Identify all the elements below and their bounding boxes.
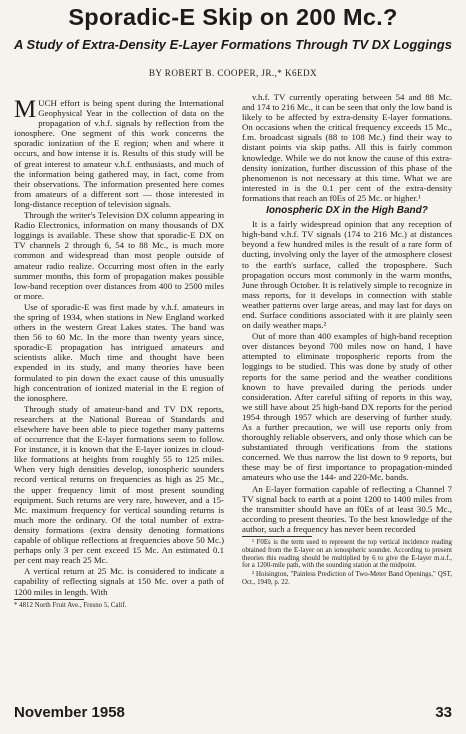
article-title: Sporadic-E Skip on 200 Mc.? <box>68 4 398 30</box>
paragraph: v.h.f. TV currently operating between 54 and 88 Mc. and 174 to 216 Mc., it can be seen that only the low band is likely to be affected by extra-density E-layer formations. On occasions when the critical frequency exceeds 15 Mc., f.m. broadcast signals (88 to 108 Mc.) find their way to distant points via skip paths. All this is fairly common knowledge. While we do not know the cause of this extra-density ionization, further discussion of this phase of the phenomenon is not necessary at this time. What we are interested in is the 0.1 per cent of the extra-density formations that reach an f0Es of 25 Mc. or higher.¹ <box>242 92 452 203</box>
paragraph: It is a fairly widespread opinion that any reception of high-band v.h.f. TV signals (174 to 216 Mc.) at distances beyond a few hundred miles is the result of a rare form of ducting, involving only the layer of the atmosphere closest to the earth's surface, called the troposphere. Such propagation occurs most commonly in the warm months, June through October. It is relatively simple to recognize in mass reports, for it develops in connection with stable weather patterns over large areas, and may last for days on end. Surface conditions associated with it are plainly seen on daily weather maps.² <box>242 219 452 331</box>
paragraph: MUCH effort is being spent during the International Geophysical Year in the collection of data on the propagation of v.h.f. signals by reflection from the ionosphere. One segment of this work concerns the sporadic ionization of the E region; when and where it occurs, and how intense it is. Results of this study will be of great interest to amateur v.h.f. enthusiasts, and much of the information being gathered may, in fact, come from their observations. The information presented here comes from amateurs of a different sort — those interested in long-distance reception of television signals. <box>14 96 224 209</box>
paragraph: An E-layer formation capable of reflecting a Channel 7 TV signal back to earth at a point 1200 to 1400 miles from the transmitter should have an f0Es of at least 30.5 Mc., according to present theories. To the best knowledge of the author, such a frequency has never been recorded <box>242 483 452 534</box>
footnote-rule <box>242 536 312 537</box>
section-heading: Ionospheric DX in the High Band? <box>266 205 428 217</box>
drop-cap: M <box>14 96 37 123</box>
footnote-rule <box>14 599 84 600</box>
left-column <box>14 98 224 609</box>
footnote: ² Hoisington, "Painless Prediction of Two-Meter Band Openings," QST, Oct., 1949, p. 22. <box>242 571 452 587</box>
paragraph: A vertical return at 25 Mc. is considered to indicate a capability of reflecting signals at 150 Mc. over a path of 1200 miles in length. With <box>14 566 224 597</box>
right-column <box>242 92 452 588</box>
paragraph: Through study of amateur-band and TV DX reports, researchers at the National Bureau of Standards and elsewhere have been able to piece together many patterns of occurrence that the E-layer formations seem to follow. For instance, it is known that the E-layer ionizes in cloud-like formations at heights from roughly 55 to 125 miles. When very high densities develop, ionospheric sounders record vertical returns on frequencies as high as 25 Mc., the upper frequency limit of most present sounding equipment. Such returns are very rare, however, and a 15-Mc. maximum frequency for vertical sounding returns is much more the ordinary. Of the total number of extra-density formations (extra density denoting formations capable of oblique reflections at frequencies above 50 Mc.) perhaps only 3 per cent exceed 15 Mc. An estimated 0.1 per cent may reach 25 Mc. <box>14 403 224 566</box>
author-byline: BY ROBERT B. COOPER, JR.,* K6EDX <box>148 68 318 78</box>
article-subtitle: A Study of Extra-Density E-Layer Formations Through TV DX Loggings <box>14 37 452 52</box>
paragraph: Through the writer's Television DX column appearing in Radio Electronics, information on many thousands of DX loggings is available. These show that sporadic-E DX on TV channels 2 through 6, 54 to 88 Mc., is much more common and widespread than most people outside of amateur radio realize. Occurring most often in the early summer months, this form of propagation makes possible low-band reception over distances from 400 to 2500 miles or more. <box>14 210 224 301</box>
page-number: 33 <box>435 704 452 721</box>
issue-date: November 1958 <box>14 704 125 721</box>
footnote: ¹ F0Es is the term used to represent the top vertical incidence reading obtained from the E-layer on an ionospheric sounder. According to present theories this reading should be multiplied by 6 to give the E-layer m.u.f., for a 1200-mile path, with the sounding station at the midpoint. <box>242 539 452 570</box>
paragraph: Use of sporadic-E was first made by v.h.f. amateurs in the spring of 1934, when stations in New England worked others in the western Great Lakes states. The band was then 56 to 60 Mc. In the more than twenty years since, sporadic-E propagation has intrigued amateurs and scientists alike. Much time and thought have been expended in its study, and many theories have been formulated to pin down the exact cause of this unusually high concentration of ionized material in the E region of the ionosphere. <box>14 301 224 403</box>
paragraph: Out of more than 400 examples of high-band reception over distances beyond 700 miles now on hand, I have attempted to eliminate tropospheric reports from the loggings to be studied. This was done by study of other reports for the same period and the weather conditions known to have prevailed during the periods under consideration. After careful sifting of reports in this way, we still have about 25 high-band DX reports for the period 1954 through 1957 which are deserving of further study. As a further precaution, we will use reports only from thoroughly reliable observers, and only those which can be substantiated through verifications from the stations concerned. We thus narrow the list down to 9 reports, but these may be of first importance to propagation-minded amateurs who use the 144- and 220-Mc. bands. <box>242 331 452 483</box>
author-address-footnote: * 4812 North Fruit Ave., Fresno 5, Calif. <box>14 601 127 609</box>
